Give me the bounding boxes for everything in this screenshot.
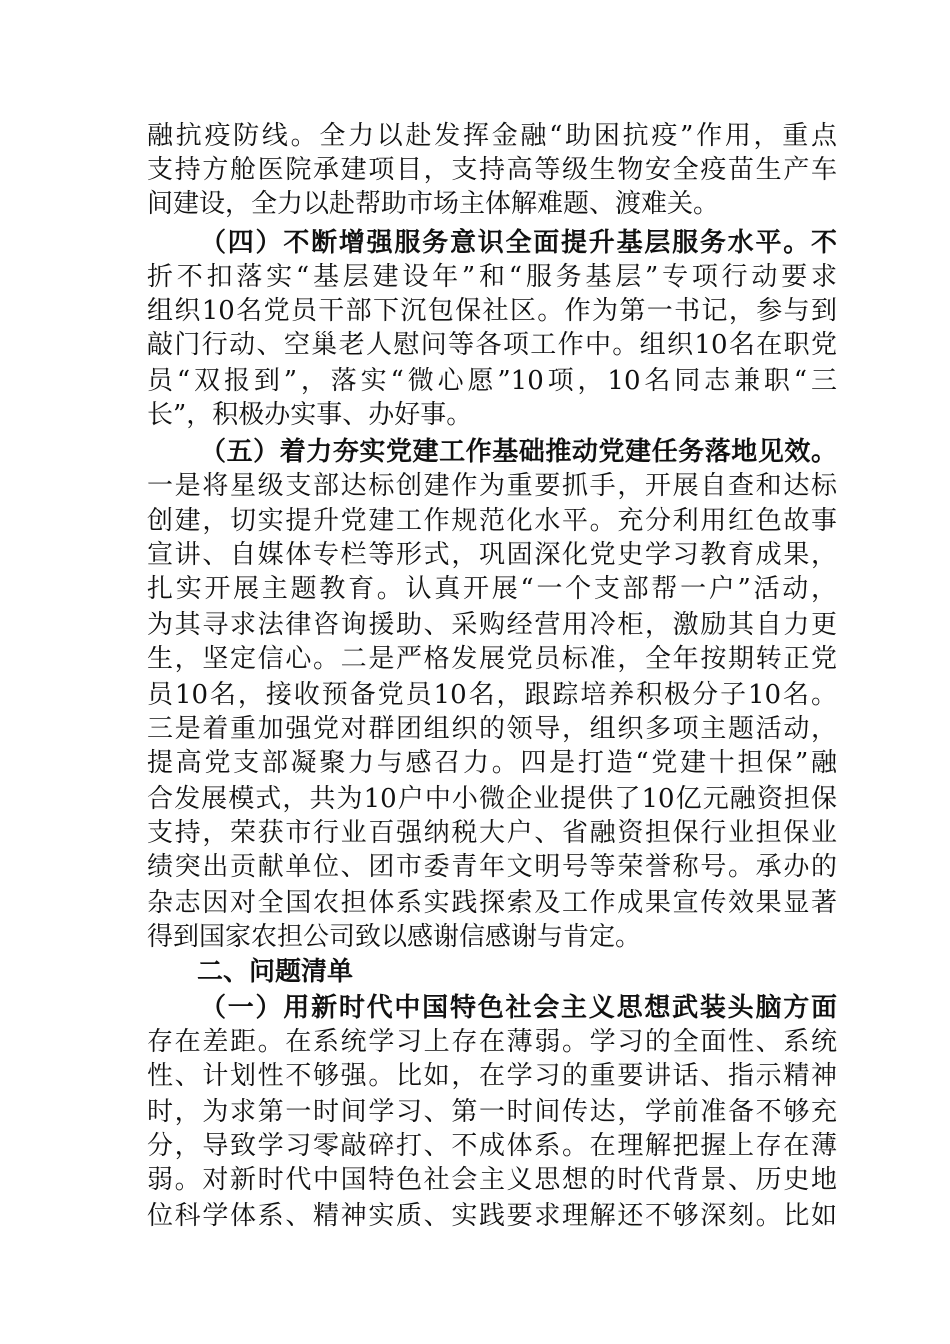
body-text-line: 三是着重加强党对群团组织的领导，组织多项主题活动，: [147, 714, 837, 744]
body-text-line: 一是将星级支部达标创建作为重要抓手，开展自查和达标: [147, 471, 837, 501]
section-title-1: （一）用新时代中国特色社会主义思想武装头脑方面: [200, 993, 837, 1023]
body-text-line: 绩突出贡献单位、团市委青年文明号等荣誉称号。承办的: [147, 852, 837, 882]
body-text-line: 宣讲、自媒体专栏等形式，巩固深化党史学习教育成果，: [147, 540, 837, 570]
body-text-line: 得到国家农担公司致以感谢信感谢与肯定。: [147, 922, 642, 952]
body-text-line: 融抗疫防线。全力以赴发挥金融“助困抗疫”作用，重点: [147, 121, 837, 151]
body-text-line: 提高党支部凝聚力与感召力。四是打造“党建十担保”融: [147, 748, 837, 778]
body-text-line: 组织10名党员干部下沉包保社区。作为第一书记，参与到: [147, 296, 837, 326]
body-text-line: 长”，积极办实事、办好事。: [147, 400, 473, 430]
body-text-line: 员“双报到”，落实“微心愿”10项，10名同志兼职“三: [147, 366, 837, 396]
body-text-line: 扎实开展主题教育。认真开展“一个支部帮一户”活动，: [147, 574, 837, 604]
body-text-line: 生，坚定信心。二是严格发展党员标准，全年按期转正党: [147, 644, 837, 674]
body-text-line: 位科学体系、精神实质、实践要求理解还不够深刻。比如: [147, 1201, 837, 1231]
body-text-line: 性、计划性不够强。比如，在学习的重要讲话、指示精神: [147, 1061, 837, 1091]
section-heading-5: [200, 433, 837, 471]
body-text-line: 分，导致学习零敲碎打、不成体系。在理解把握上存在薄: [147, 1131, 837, 1161]
section-heading-1: [200, 989, 837, 1027]
body-text-line: 杂志因对全国农担体系实践探索及工作成果宣传效果显著: [147, 888, 837, 918]
body-text-line: 间建设，全力以赴帮助市场主体解难题、渡难关。: [147, 189, 720, 219]
chapter-heading: 二、问题清单: [197, 957, 354, 987]
section-heading-4: [200, 224, 837, 262]
body-text-line: 支持，荣获市行业百强纳税大户、省融资担保行业担保业: [147, 818, 837, 848]
body-text-line: 弱。对新时代中国特色社会主义思想的时代背景、历史地: [147, 1165, 837, 1195]
body-text-line: 员10名，接收预备党员10名，跟踪培养积极分子10名。: [147, 680, 837, 710]
body-text-line: 合发展模式，共为10户中小微企业提供了10亿元融资担保: [147, 784, 837, 814]
body-text-line: 折不扣落实“基层建设年”和“服务基层”专项行动要求: [147, 262, 837, 292]
section-title-5: （五）着力夯实党建工作基础推动党建任务落地见效。: [200, 437, 837, 467]
body-text-line: 支持方舱医院承建项目，支持高等级生物安全疫苗生产车: [147, 155, 837, 185]
body-text-line: 存在差距。在系统学习上存在薄弱。学习的全面性、系统: [147, 1027, 837, 1057]
body-text-line: 时，为求第一时间学习、第一时间传达，学前准备不够充: [147, 1097, 837, 1127]
body-text-line: 为其寻求法律咨询援助、采购经营用冷柜，激励其自力更: [147, 610, 837, 640]
body-text-line: 敲门行动、空巢老人慰问等各项工作中。组织10名在职党: [147, 330, 837, 360]
section-title-4: （四）不断增强服务意识全面提升基层服务水平。不: [200, 228, 837, 258]
body-text-line: 创建，切实提升党建工作规范化水平。充分利用红色故事: [147, 506, 837, 536]
